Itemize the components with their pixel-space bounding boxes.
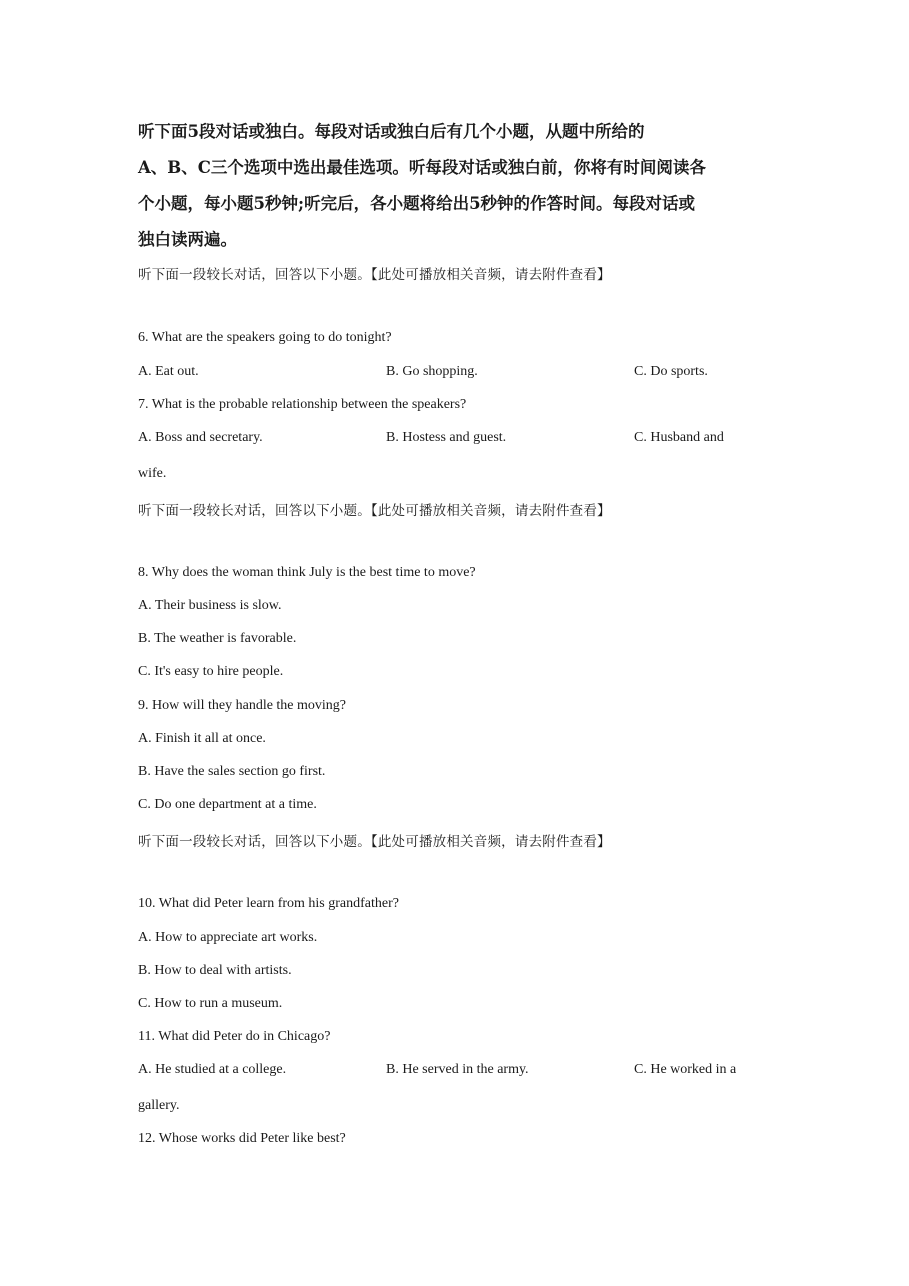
- option-c-continued: wife.: [138, 466, 167, 481]
- option-a: A. He studied at a college.: [138, 1062, 287, 1077]
- audio-note: 听下面一段较长对话，回答以下小题。【此处可播放相关音频，请去附件查看】: [138, 503, 611, 519]
- option-c: C. Husband and: [634, 430, 724, 445]
- section-instructions: [138, 114, 778, 258]
- question-stem: 7. What is the probable relationship between the speakers?: [138, 397, 467, 412]
- option-a: A. Eat out.: [138, 364, 199, 379]
- question-stem: 8. Why does the woman think July is the best time to move?: [138, 565, 476, 580]
- option-b: B. The weather is favorable.: [138, 631, 297, 646]
- audio-note: 听下面一段较长对话，回答以下小题。【此处可播放相关音频，请去附件查看】: [138, 834, 611, 850]
- question-stem: 11. What did Peter do in Chicago?: [138, 1029, 331, 1044]
- instruction-line: A、B、C三个选项中选出最佳选项。听每段对话或独白前，你将有时间阅读各: [138, 158, 706, 177]
- audio-note: 听下面一段较长对话，回答以下小题。【此处可播放相关音频，请去附件查看】: [138, 267, 611, 283]
- option-a: A. Boss and secretary.: [138, 430, 263, 445]
- option-c: C. Do one department at a time.: [138, 797, 317, 812]
- option-b: B. Hostess and guest.: [386, 430, 507, 445]
- option-b: B. Go shopping.: [386, 364, 478, 379]
- option-c: C. How to run a museum.: [138, 996, 283, 1011]
- option-b: B. How to deal with artists.: [138, 963, 292, 978]
- option-b: B. He served in the army.: [386, 1062, 529, 1077]
- option-a: A. Finish it all at once.: [138, 731, 266, 746]
- question-stem: 10. What did Peter learn from his grandfather?: [138, 896, 399, 911]
- question-stem: 6. What are the speakers going to do tonight?: [138, 330, 392, 345]
- option-c: C. He worked in a: [634, 1062, 737, 1077]
- instruction-line: 独白读两遍。: [138, 230, 237, 249]
- option-a: A. Their business is slow.: [138, 598, 282, 613]
- question-stem: 9. How will they handle the moving?: [138, 698, 347, 713]
- question-stem: 12. Whose works did Peter like best?: [138, 1131, 346, 1146]
- option-a: A. How to appreciate art works.: [138, 930, 318, 945]
- instruction-line: 个小题，每小题5秒钟;听完后，各小题将给出5秒钟的作答时间。每段对话或: [138, 194, 696, 213]
- option-c: C. It's easy to hire people.: [138, 664, 284, 679]
- option-b: B. Have the sales section go first.: [138, 764, 326, 779]
- option-c-continued: gallery.: [138, 1098, 180, 1113]
- option-c: C. Do sports.: [634, 364, 708, 379]
- instruction-line: 听下面5段对话或独白。每段对话或独白后有几个小题，从题中所给的: [138, 122, 645, 141]
